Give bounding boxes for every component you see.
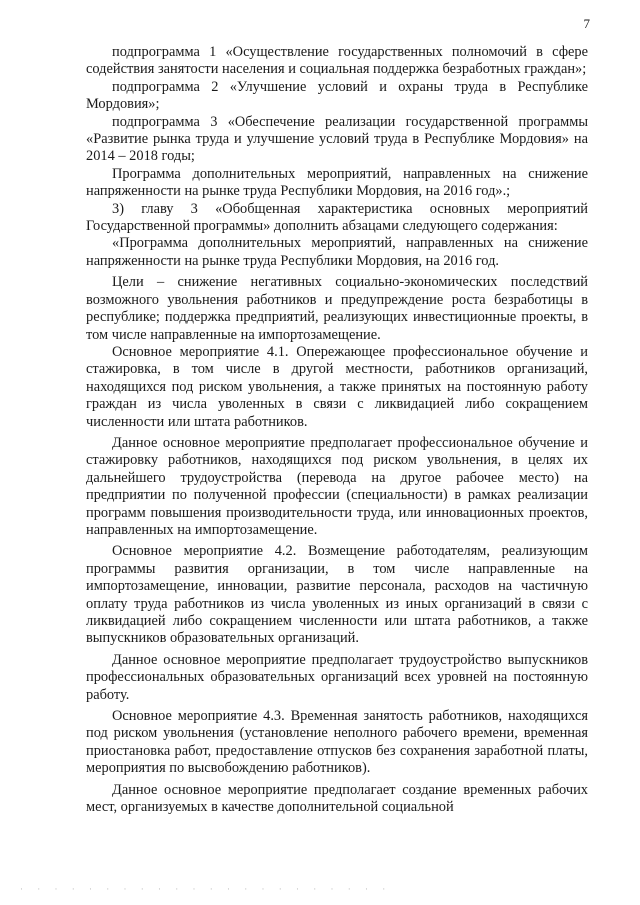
scan-artifact-dots: · · · · · · · · · · · · · · · · · · · · · · [20,884,392,894]
paragraph-measure-4-1-description: Данное основное мероприятие предполагает профессиональное обучение и стажировку работников, находящихся под риском увольнения, в целях их дальнейшего трудоустройства (перевода на другое рабочее место) на предприятии по полученной профессии (специальности) в рамках реализации программ повышения производительности труда, или инновационных проектов, направленных на импортозамещение. [86,434,588,538]
page-number: 7 [583,16,590,31]
paragraph-measure-4-2-description: Данное основное мероприятие предполагает трудоустройство выпускников профессиональных образовательных организаций всех уровней на постоянную работу. [86,651,588,703]
paragraph-subprogram-3: подпрограмма 3 «Обеспечение реализации государственной программы «Развитие рынка труда и улучшение условий труда в Республике Мордовия» на 2014 – 2018 годы; [86,113,588,165]
paragraph-chapter-3: 3) главу 3 «Обобщенная характеристика основных мероприятий Государственной программы» дополнить абзацами следующего содержания: [86,200,588,235]
document-body [86,44,588,816]
paragraph-measure-4-3-description: Данное основное мероприятие предполагает создание временных рабочих мест, организуемых в качестве дополнительной социальной [86,781,588,816]
paragraph-measure-4-3: Основное мероприятие 4.3. Временная занятость работников, находящихся под риском увольнения (установление неполного рабочего времени, временная приостановка работ, предоставление отпусков без сохранения заработной платы, мероприятия по высвобождению работников). [86,708,588,777]
paragraph-goals: Цели – снижение негативных социально-экономических последствий возможного увольнения работников и предупреждение роста безработицы в республике; поддержка предприятий, реализующих инвестиционные проекты, в том числе направленные на импортозамещение. [86,274,588,343]
paragraph-subprogram-2: подпрограмма 2 «Улучшение условий и охраны труда в Республике Мордовия»; [86,78,588,113]
paragraph-measure-4-2: Основное мероприятие 4.2. Возмещение работодателям, реализующим программы развития организации, в том числе направленные на импортозамещение, инновации, развитие персонала, расходов на частичную оплату труда работников из числа уволенных из иных организаций в связи с ликвидацией либо сокращением численности или штата работников, а также выпускников образовательных организаций. [86,543,588,647]
paragraph-measure-4-1: Основное мероприятие 4.1. Опережающее профессиональное обучение и стажировка, в том числе в другой местности, работников организаций, находящихся под риском увольнения, а также принятых на постоянную работу граждан из числа уволенных в связи с ликвидацией либо сокращением численности или штата работников. [86,343,588,430]
paragraph-subprogram-1: подпрограмма 1 «Осуществление государственных полномочий в сфере содействия занятости населения и социальная поддержка безработных граждан»; [86,44,588,78]
paragraph-program-title: «Программа дополнительных мероприятий, направленных на снижение напряженности на рынке труда Республики Мордовия, на 2016 год. [86,235,588,269]
paragraph-additional-program: Программа дополнительных мероприятий, направленных на снижение напряженности на рынке труда Республики Мордовия, на 2016 год».; [86,165,588,200]
